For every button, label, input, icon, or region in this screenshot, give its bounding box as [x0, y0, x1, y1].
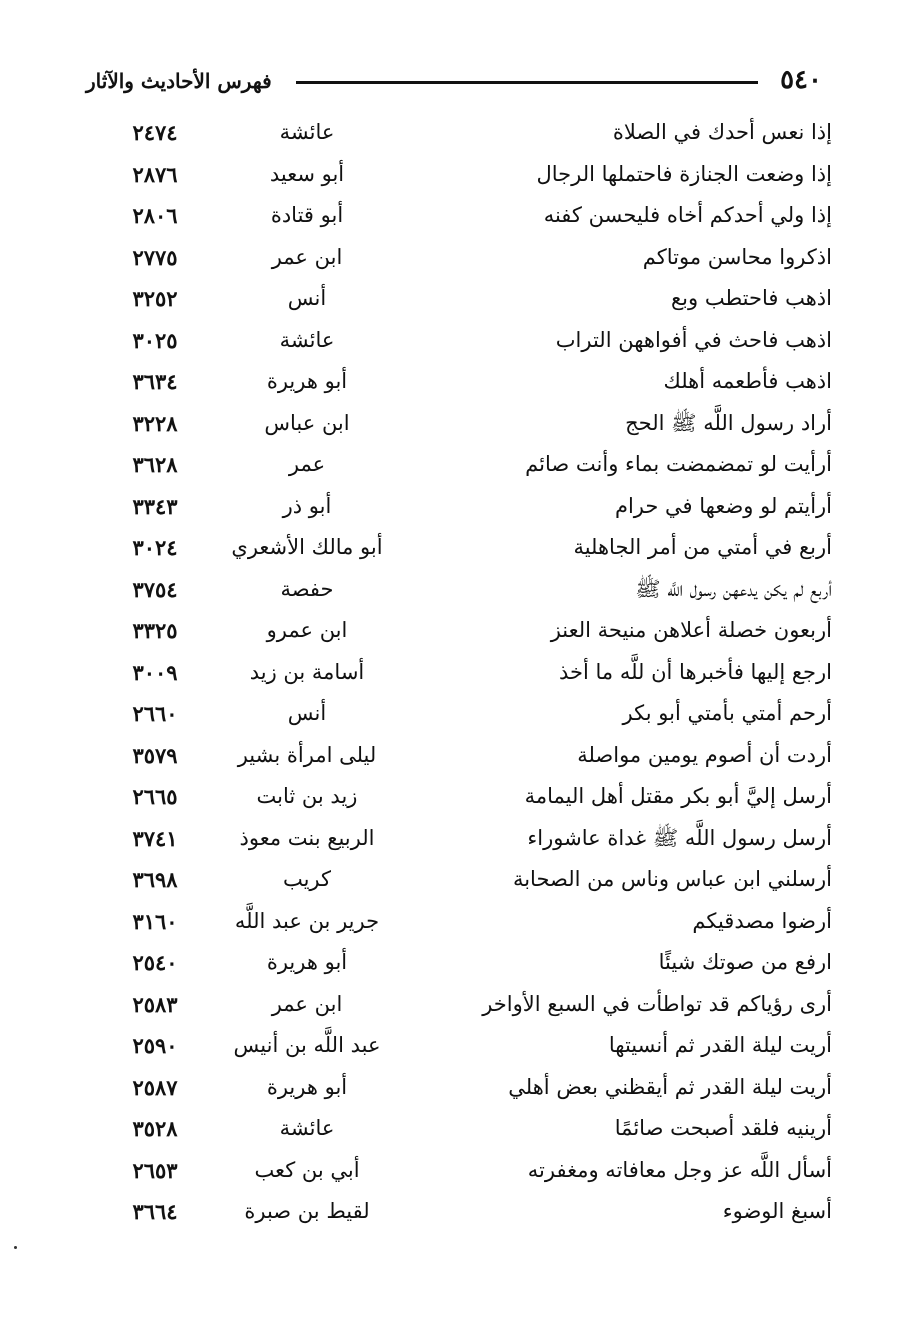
page-title: فهرس الأحاديث والآثار: [86, 69, 272, 93]
index-row: [100, 112, 832, 154]
hadith-number: ٣٠٢٤: [132, 535, 178, 560]
hadith-number: ٣٣٢٥: [132, 618, 178, 643]
hadith-text: ارفع من صوتك شيئًا: [658, 950, 832, 974]
narrator-name: عائشة: [279, 120, 335, 144]
narrator-name: كريب: [282, 867, 332, 891]
hadith-index-list: [100, 112, 832, 1233]
index-row: [100, 735, 832, 777]
narrator-name: ابن عمرو: [266, 618, 348, 642]
narrator-name: زيد بن ثابت: [256, 784, 358, 808]
hadith-number: ٣٧٤١: [132, 825, 178, 851]
hadith-text: أردت أن أصوم يومين مواصلة: [577, 742, 832, 767]
hadith-text: ارجع إليها فأخبرها أن للَّه ما أخذ: [559, 659, 832, 684]
narrator-name: أبو هريرة: [266, 369, 348, 393]
hadith-text: أرسل رسول اللَّه ﷺ غداة عاشوراء: [527, 825, 832, 850]
narrator-name: أبو هريرة: [266, 1074, 348, 1099]
narrator-name: أبو ذر: [282, 493, 332, 518]
index-row: [100, 278, 832, 320]
hadith-text: أرسلني ابن عباس وناس من الصحابة: [512, 867, 832, 891]
narrator-name: أبو هريرة: [266, 950, 348, 974]
hadith-number: ٣٢٢٨: [132, 410, 178, 436]
hadith-text: أربع في أمتي من أمر الجاهلية: [573, 535, 832, 559]
hadith-number: ٢٥٨٣: [132, 991, 178, 1017]
narrator-name: ابن عمر: [271, 244, 343, 269]
narrator-name: أبو سعيد: [269, 161, 345, 186]
narrator-name: ابن عمر: [271, 991, 343, 1016]
hadith-number: ٢٥٩٠: [132, 1033, 178, 1058]
hadith-text: إذا ولي أحدكم أخاه فليحسن كفنه: [543, 203, 832, 227]
index-row: [100, 942, 832, 984]
hadith-number: ٢٦٦٥: [132, 784, 178, 809]
narrator-name: ليلى امرأة بشير: [237, 742, 377, 767]
hadith-number: ٢٨٧٦: [132, 161, 178, 187]
hadith-number: ٢٦٥٣: [132, 1157, 178, 1183]
header-rule: [296, 81, 758, 84]
index-row: [100, 154, 832, 196]
narrator-name: أنس: [287, 286, 327, 310]
index-row: [100, 901, 832, 943]
index-row: [100, 237, 832, 279]
hadith-number: ٣٥٧٩: [132, 742, 178, 768]
hadith-number: ٢٤٧٤: [132, 120, 178, 145]
hadith-number: ٢٧٧٥: [132, 244, 178, 270]
hadith-number: ٣٦٢٨: [132, 452, 178, 477]
hadith-number: ٢٥٤٠: [132, 950, 178, 975]
hadith-number: ٣١٦٠: [132, 908, 178, 934]
hadith-text: اذهب فأطعمه أهلك: [663, 369, 832, 393]
narrator-name: جرير بن عبد اللَّه: [234, 908, 380, 933]
index-row: [100, 1150, 832, 1192]
hadith-text: أرأيت لو تمضمضت بماء وأنت صائم: [525, 452, 832, 476]
hadith-text: أرينيه فلقد أصبحت صائمًا: [614, 1116, 832, 1140]
hadith-text: أريت ليلة القدر ثم أيقظني بعض أهلي: [508, 1074, 832, 1099]
hadith-number: ٣٧٥٤: [132, 576, 178, 602]
hadith-text: أريت ليلة القدر ثم أنسيتها: [608, 1033, 832, 1057]
index-row: [100, 652, 832, 694]
index-row: [100, 1191, 832, 1233]
page-header: [86, 62, 822, 102]
narrator-name: أبو قتادة: [270, 203, 344, 227]
page-number: ٥٤٠: [780, 65, 822, 95]
hadith-text: أربع لم يكن يدعهن رسول اللَّه ﷺ: [635, 576, 832, 601]
hadith-text: إذا وضعت الجنازة فاحتملها الرجال: [536, 161, 832, 186]
index-row: [100, 776, 832, 818]
hadith-text: أرأيتم لو وضعها في حرام: [614, 493, 832, 518]
narrator-name: أنس: [287, 701, 327, 725]
narrator-name: لقيط بن صبرة: [244, 1199, 370, 1223]
hadith-text: أراد رسول اللَّه ﷺ الحج: [625, 410, 832, 435]
index-row: [100, 195, 832, 237]
narrator-name: أبي بن كعب: [254, 1157, 360, 1182]
hadith-number: ٣٦٣٤: [132, 369, 178, 394]
hadith-text: أرى رؤياكم قد تواطأت في السبع الأواخر: [482, 991, 832, 1016]
hadith-text: أرحم أمتي بأمتي أبو بكر: [622, 701, 832, 725]
hadith-number: ٢٥٨٧: [132, 1074, 178, 1100]
narrator-name: أبو مالك الأشعري: [231, 535, 383, 559]
narrator-name: أسامة بن زيد: [249, 659, 365, 684]
hadith-text: أرضوا مصدقيكم: [692, 908, 832, 933]
hadith-number: ٣٥٢٨: [132, 1116, 178, 1141]
hadith-number: ٣٠٠٩: [132, 659, 178, 685]
narrator-name: عبد اللَّه بن أنيس: [233, 1033, 381, 1057]
print-speck: [14, 1246, 17, 1249]
hadith-text: اذكروا محاسن موتاكم: [642, 244, 832, 269]
index-row: [100, 1108, 832, 1150]
index-row: [100, 1067, 832, 1109]
hadith-text: أربعون خصلة أعلاهن منيحة العنز: [550, 618, 832, 642]
hadith-number: ٢٦٦٠: [132, 701, 178, 726]
narrator-name: عائشة: [279, 1116, 335, 1140]
hadith-number: ٣٠٢٥: [132, 327, 178, 353]
hadith-number: ٣٦٩٨: [132, 867, 178, 892]
hadith-number: ٣٢٥٢: [132, 286, 178, 311]
narrator-name: حفصة: [280, 576, 334, 601]
index-row: [100, 486, 832, 528]
hadith-text: اذهب فاحث في أفواههن التراب: [555, 327, 832, 352]
hadith-number: ٣٣٤٣: [132, 493, 178, 519]
index-row: [100, 1025, 832, 1067]
index-row: [100, 403, 832, 445]
index-row: [100, 610, 832, 652]
narrator-name: الربيع بنت معوذ: [239, 825, 375, 850]
hadith-text: أرسل إليَّ أبو بكر مقتل أهل اليمامة: [524, 784, 832, 808]
hadith-text: إذا نعس أحدك في الصلاة: [612, 120, 832, 144]
hadith-text: أسأل اللَّه عز وجل معافاته ومغفرته: [527, 1157, 832, 1182]
index-row: [100, 361, 832, 403]
index-row: [100, 527, 832, 569]
hadith-text: اذهب فاحتطب وبع: [671, 286, 832, 310]
index-row: [100, 444, 832, 486]
hadith-number: ٢٨٠٦: [132, 203, 178, 228]
hadith-number: ٣٦٦٤: [132, 1199, 178, 1224]
index-row: [100, 984, 832, 1026]
hadith-text: أسبغ الوضوء: [722, 1199, 832, 1223]
narrator-name: عمر: [288, 452, 326, 476]
index-row: [100, 859, 832, 901]
index-row: [100, 818, 832, 860]
narrator-name: عائشة: [279, 327, 335, 352]
index-row: [100, 320, 832, 362]
index-row: [100, 693, 832, 735]
narrator-name: ابن عباس: [264, 410, 350, 435]
index-row: [100, 569, 832, 611]
